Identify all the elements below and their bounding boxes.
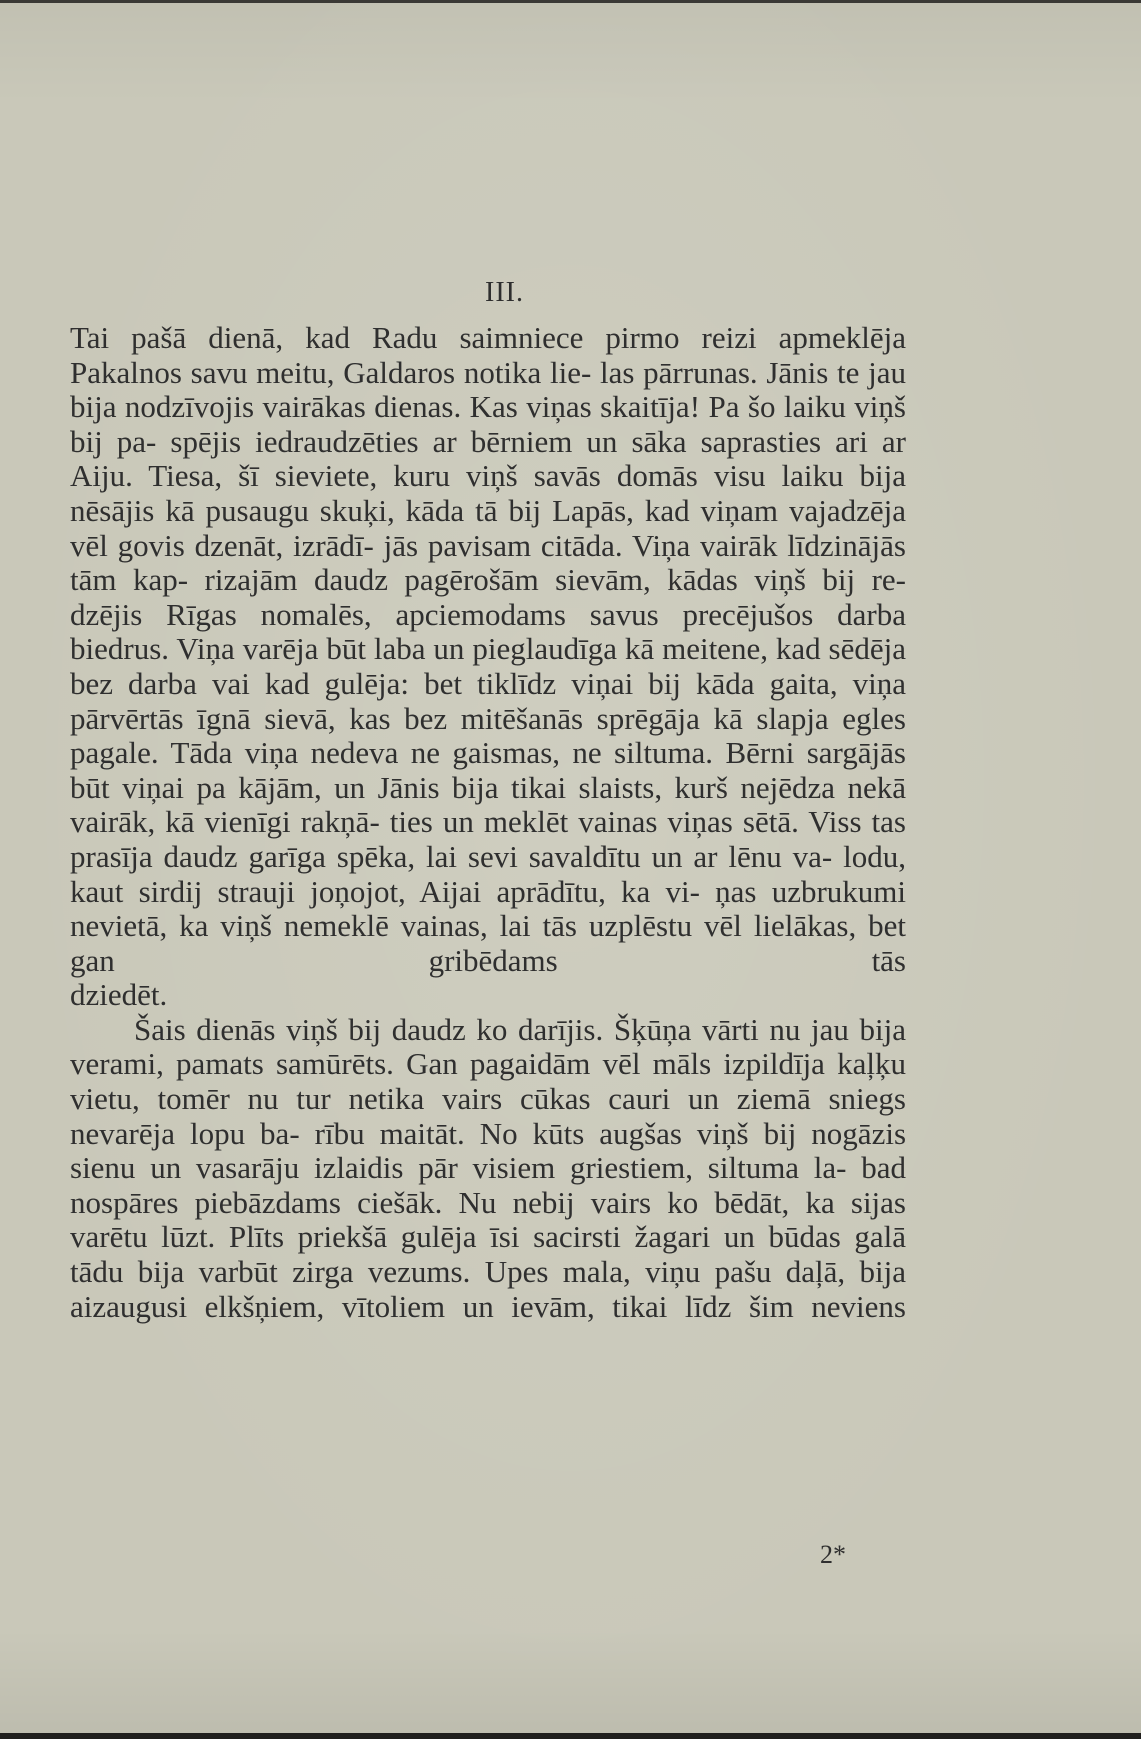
text-line: visu laiku bija nēsājis kā pusaugu skuķi, kāda tā bij: [70, 458, 906, 528]
text-line: dziedēt.: [70, 977, 168, 1013]
text-line: spējis iedraudzēties ar bērniem un sāka saprasties ari: [170, 423, 868, 459]
text-line: vezums. Upes mala, viņu pašu daļā, bija aizaugusi: [70, 1254, 906, 1324]
text-line: las pārrunas. Jānis te jau bija nodzīvojis vairākas: [70, 354, 906, 425]
body-text: [70, 321, 906, 1324]
text-line: vairs cūkas cauri un ziemā sniegs nevarēja lopu ba-: [70, 1081, 906, 1151]
text-line: sacirsti žagari un būdas galā tādu bija varbūt zirga: [70, 1219, 907, 1290]
text-line: pagale. Tāda viņa nedeva ne gaismas, ne siltuma.: [70, 735, 714, 771]
text-line: rību maitāt. No kūts augšas viņš bij nogāzis sienu: [70, 1115, 907, 1186]
text-line: elkšņiem, vītoliem un ievām, tikai līdz šim neviens: [204, 1288, 906, 1324]
text-line: Lapās, kad viņam vajadzēja vēl govis dzenāt, izrādī-: [70, 492, 906, 563]
text-line: Tai pašā dienā, kad Radu saimniece pirmo reizi: [70, 320, 757, 355]
text-line: lodu, kaut sirdij strauji joņojot, Aijai aprādītu, ka vi-: [70, 838, 906, 909]
scan-bottom-edge: [0, 1733, 1141, 1739]
text-line: ties un meklēt vainas viņas sētā. Viss tas prasīja: [70, 804, 906, 874]
text-line: ar Aiju. Tiesa, šī sieviete, kuru viņš savās domās: [70, 423, 907, 494]
text-line: daudz garīga spēka, lai sevi savaldītu un ar lēnu va-: [163, 838, 833, 874]
text-line: dienas. Kas viņas skaitīja! Pa šo laiku viņš bij pa-: [70, 389, 906, 459]
paragraph-2: [70, 1013, 906, 1324]
text-line: darba biedrus. Viņa varēja būt laba un pieglaudīga: [70, 596, 907, 667]
text-line: sievā, kas bez mitēšanās sprēgāja kā slapja egles: [264, 700, 906, 736]
text-line: bet tiklīdz viņai bij kāda gaita, viņa pārvērtās īgnā: [70, 665, 906, 736]
page-number: 2*: [820, 1540, 846, 1569]
text-line: nu jau bija verami, pamats samūrēts. Gan pagaidām: [70, 1011, 906, 1082]
text-line: apmeklēja Pakalnos savu meitu, Galdaros notika lie-: [70, 320, 906, 390]
paragraph-1: [70, 321, 906, 1013]
text-line: dzējis Rīgas nomalēs, apciemodams savus precējušos: [70, 596, 814, 632]
text-line: ņas uzbrukumi nevietā, ka viņš nemeklē vainas, lai: [70, 873, 906, 944]
text-line: Šais dienās viņš bij daudz ko darījis. Šķūņa vārti: [134, 1011, 759, 1047]
text-line: rizajām daudz pagērošām sievām, kādas viņš bij re-: [204, 562, 907, 598]
page-top-edge: [0, 0, 1141, 3]
text-line: slaists, kurš nejēdza nekā vairāk, kā vienīgi rakņā-: [70, 769, 906, 840]
text-line: vēl māls izpildīja kaļķu vietu, tomēr nu tur netika: [70, 1046, 906, 1117]
text-line: Bērni sargājās būt viņai pa kājām, un Jānis bija tikai: [70, 735, 906, 805]
text-line: tās uzplēstu vēl lielākas, bet gan gribēdams tās: [70, 908, 907, 978]
text-line: un vasarāju izlaidis pār visiem griestiem, siltuma la-: [150, 1150, 847, 1186]
text-line: bēdāt, ka sijas varētu lūzt. Plīts priekšā gulēja īsi: [70, 1184, 906, 1255]
text-line: kā meitene, kad sēdēja bez darba vai kad gulēja:: [70, 631, 907, 701]
chapter-heading: III.: [485, 277, 524, 308]
text-line: jās pavisam citāda. Viņa vairāk līdzinājās tām kap-: [70, 527, 906, 598]
text-line: bad nospāres piebāzdams ciešāk. Nu nebij vairs ko: [70, 1150, 907, 1220]
